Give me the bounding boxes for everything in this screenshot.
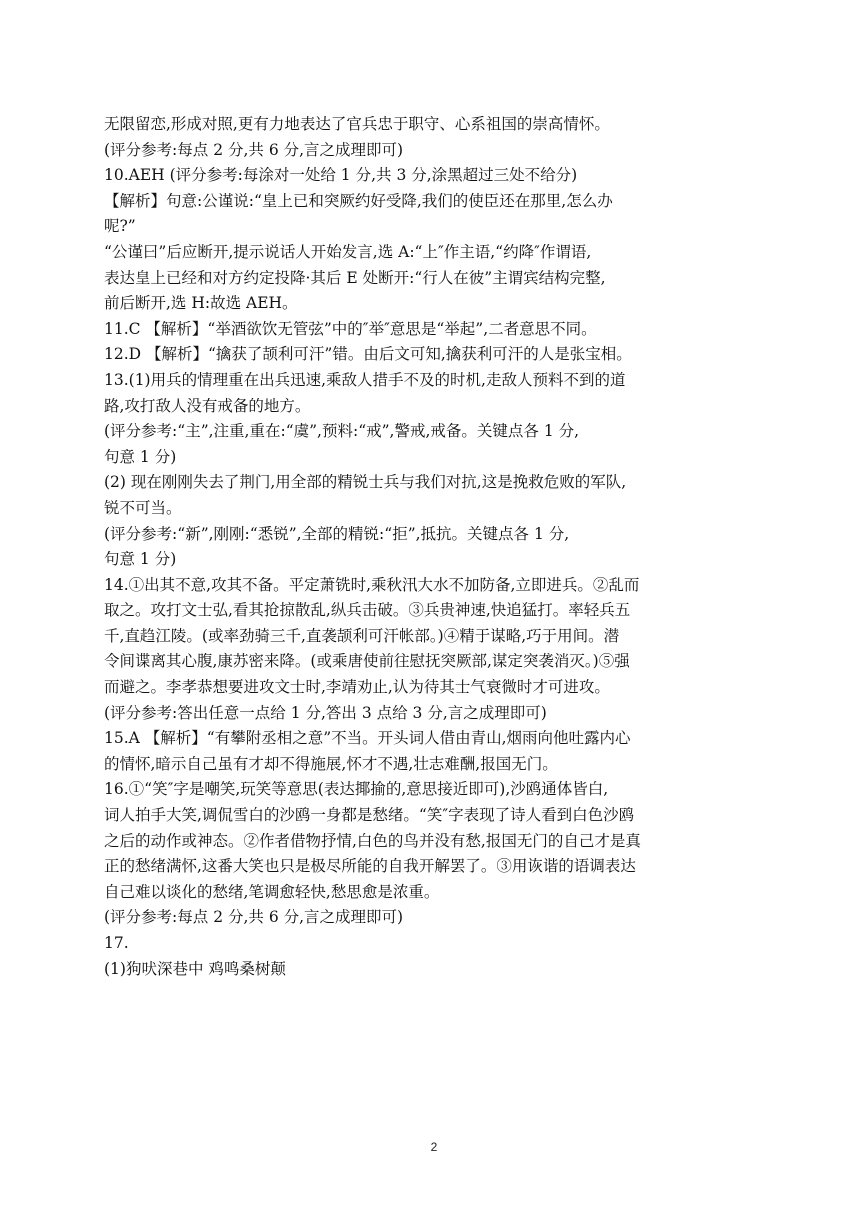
text-line: 的情怀,暗示自己虽有才却不得施展,怀才不遇,壮志难酬,报国无门。 [104,754,558,773]
text-line: (评分参考:答出任意一点给 1 分,答出 3 点给 3 分,言之成理即可) [104,703,547,722]
text-line: 令间谍离其心腹,康苏密来降。(或乘唐使前往慰抚突厥部,谋定突袭消灭。)⑤强 [104,652,630,671]
text-line: 路,攻打敌人没有戒备的地方。 [104,396,311,415]
text-line: 句意 1 分) [104,550,177,569]
text-line: 自己难以谈化的愁绪,笔调愈轻快,愁思愈是浓重。 [104,882,440,901]
text-line: 【解析】句意:公谨说:“皇上已和突厥约好受降,我们的使臣还在那里,怎么办 [104,191,613,210]
text-line: 千,直趋江陵。(或率劲骑三千,直袭颉利可汗帐部。)④精于谋略,巧于用间。潜 [104,626,620,645]
text-line: 句意 1 分) [104,447,177,466]
text-line: 前后断开,选 H:故选 AEH。 [104,294,298,313]
text-line: 17. [104,934,129,952]
text-line: (评分参考:“主”,注重,重在:“虞”,预料:“戒”,警戒,戒备。关键点各 1 分, [104,422,580,441]
text-line: 无限留恋,形成对照,更有力地表达了官兵忠于职守、心系祖国的崇高情怀。 [104,115,610,133]
text-line: “公谨曰”后应断开,提示说话人开始发言,选 A:“上″作主语,“约降″作谓语, [104,242,592,261]
text-line: 16.①“笑″字是嘲笑,玩笑等意思(表达揶揄的,意思接近即可),沙鸥通体皆白, [104,780,609,799]
text-line: (评分参考:每点 2 分,共 6 分,言之成理即可) [104,908,404,927]
text-line: (1)狗吠深巷中 鸡鸣桑树颠 [104,959,286,978]
text-line: 锐不可当。 [104,498,182,517]
page-number: 2 [430,1140,438,1154]
text-line: 词人拍手大笑,调侃雪白的沙鸥一身都是愁绪。“笑″字表现了诗人看到白色沙鸥 [104,806,635,825]
text-line: (评分参考:“新”,刚刚:“悉锐”,全部的精锐:“拒”,抵抗。关键点各 1 分, [104,524,570,543]
text-line: (2) 现在刚刚失去了荆门,用全部的精锐士兵与我们对抗,这是挽救危败的军队, [104,473,627,492]
text-line: 呢?” [104,217,136,236]
text-line: 14.①出其不意,攻其不备。平定萧铣时,乘秋汛大水不加防备,立即进兵。②乱而 [104,575,640,594]
text-line: 而避之。李孝恭想要进攻文士时,李靖劝止,认为待其士气衰微时才可进攻。 [104,678,610,697]
text-line: 之后的动作或神态。②作者借物抒情,白色的鸟并没有愁,报国无门的自己才是真 [104,831,641,850]
text-line: 正的愁绪满怀,这番大笑也只是极尽所能的自我开解罢了。③用诙谐的语调表达 [104,857,636,876]
answer-text-block [104,112,764,982]
text-line: (评分参考:每点 2 分,共 6 分,言之成理即可) [104,140,404,159]
text-line: 11.C 【解析】“举酒欲饮无管弦”中的″举″意思是“举起”,二者意思不同。 [104,319,597,338]
text-line: 15.A 【解析】“有攀附丞相之意”不当。开头词人借由青山,烟雨向他吐露内心 [104,729,631,748]
text-line: 取之。攻打文士弘,看其抢掠散乱,纵兵击破。③兵贵神速,快追猛打。率轻兵五 [104,601,631,620]
text-line: 13.(1)用兵的情理重在出兵迅速,乘敌人措手不及的时机,走敌人预料不到的道 [104,370,626,389]
text-line: 表达皇上已经和对方约定投降·其后 E 处断开:“行人在彼”主谓宾结构完整, [104,268,606,287]
text-line: 10.AEH (评分参考:每涂对一处给 1 分,共 3 分,涂黑超过三处不给分) [104,166,578,185]
text-line: 12.D 【解析】“擒获了颉利可汗”错。由后文可知,擒获利可汗的人是张宝相。 [104,345,632,364]
